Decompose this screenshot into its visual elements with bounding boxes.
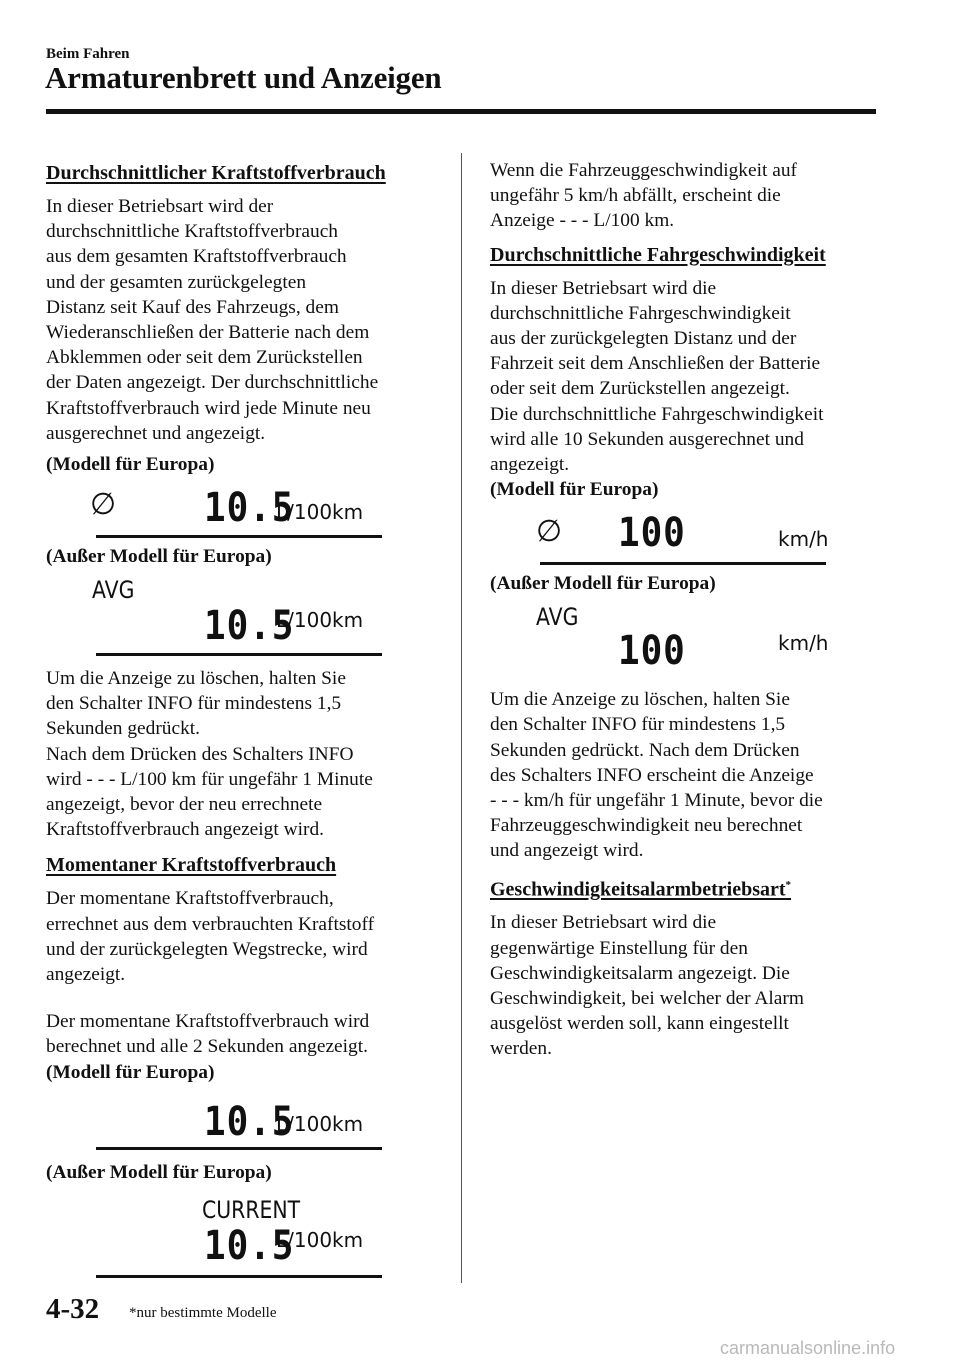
display-unit: L/100km [276,1227,364,1252]
footnote: *nur bestimmte Modelle [129,1305,277,1321]
right-column [490,158,885,1068]
avg-fuel-heading: Durchschnittlicher Kraftstoffverbrauch [46,162,386,184]
display-value: 10.5 [204,603,295,650]
display-unit: L/100km [276,1111,364,1136]
chapter-title: Armaturenbrett und Anzeigen [45,60,442,95]
current-fuel-body-1: Der momentane Kraftstoffverbrauch, errechnet aus dem verbrauchten Kraftstoff und der zurückgelegten Wegstrecke, wird angezeigt. [46,888,375,986]
display-unit: L/100km [276,608,364,633]
display-unit: km/h [778,527,829,552]
avg-fuel-other-label: (Außer Modell für Europa) [46,546,272,568]
display-value: 10.5 [204,1222,295,1269]
left-column [46,158,436,1284]
current-fuel-other-label: (Außer Modell für Europa) [46,1161,272,1183]
avg-tag: AVG [92,576,135,605]
column-divider [461,153,462,1283]
avg-speed-heading: Durchschnittliche Fahrgeschwindigkeit [490,243,826,266]
display-rule [96,1275,382,1278]
watermark: carmanualsonline.info [720,1338,896,1358]
current-fuel-other-display [46,1194,436,1278]
display-unit: km/h [778,631,829,656]
current-fuel-europe-display [46,1094,436,1150]
avg-speed-europe-display [490,511,885,565]
display-rule [540,562,826,565]
display-value: 10.5 [204,485,295,532]
section-label: Beim Fahren [46,46,130,62]
footnote-mark: * [785,878,792,891]
avg-speed-body: In dieser Betriebsart wird die durchschnittliche Fahrgeschwindigkeit aus der zurückgelegten Distanz und der Fahrzeit seit dem Anschließen der Batterie oder seit dem Zurückstellen angezeigt. Die durchschnittliche Fahrgeschwindigkeit wird alle 10 Sekunden ausgerechnet und angezeigt. [490,277,824,476]
current-fuel-europe-label: (Modell für Europa) [46,1061,215,1083]
avg-fuel-other-display [46,578,436,656]
avg-speed-other-label: (Außer Modell für Europa) [490,573,716,595]
header-rule [46,109,876,114]
avg-tag: AVG [536,603,579,632]
display-value: 100 [618,628,686,675]
avg-fuel-reset-text: Um die Anzeige zu löschen, halten Sie den Schalter INFO für mindestens 1,5 Sekunden gedrückt. Nach dem Drücken des Schalters INFO wird - - - L/100 km für ungefähr 1 Minute angezeigt, bevor der neu errechnete Kraftstoffverbrauch angezeigt wird. [46,668,373,841]
current-fuel-heading: Momentaner Kraftstoffverbrauch [46,854,337,877]
speed-alarm-body: In dieser Betriebsart wird die gegenwärtige Einstellung für den Geschwindigkeitsalarm angezeigt. Die Geschwindigkeit, bei welcher der Alarm ausgelöst werden soll, kann eingestellt werden. [490,912,804,1060]
display-unit: L/100km [276,500,364,525]
right-intro: Wenn die Fahrzeuggeschwindigkeit auf ungefähr 5 km/h abfällt, erscheint die Anzeige - - - L/100 km. [490,160,797,232]
average-symbol-icon: ∅ [536,514,563,550]
display-value: 10.5 [204,1098,295,1145]
speed-alarm-heading-text: Geschwindigkeitsalarmbetriebsart [490,878,786,901]
page-number: 4-32 [46,1293,100,1325]
avg-speed-reset-text: Um die Anzeige zu löschen, halten Sie den Schalter INFO für mindestens 1,5 Sekunden gedrückt. Nach dem Drücken des Schalters INFO erscheint die Anzeige - - - km/h für ungefähr 1 Minute, bevor die Fahrzeuggeschwindigkeit neu berechnet und angezeigt wird. [490,689,823,862]
display-rule [96,653,382,656]
avg-fuel-europe-display [46,486,436,538]
avg-fuel-europe-label: (Modell für Europa) [46,454,215,476]
avg-fuel-body: In dieser Betriebsart wird der durchschnittliche Kraftstoffverbrauch aus dem gesamten Kraftstoffverbrauch und der gesamten zurückgelegten Distanz seit Kauf des Fahrzeugs, dem Wiederanschließen der Batterie nach dem Abklemmen oder seit dem Zurückstellen der Daten angezeigt. Der durchschnittliche Kraftstoffverbrauch wird jede Minute neu ausgerechnet und angezeigt. [46,196,379,444]
display-value: 100 [618,510,686,557]
average-symbol-icon: ∅ [90,487,117,523]
avg-speed-europe-label: (Modell für Europa) [490,479,659,501]
avg-speed-other-display [490,605,885,677]
display-rule [96,1147,382,1150]
speed-alarm-heading [490,870,885,905]
current-fuel-body-2: Der momentane Kraftstoffverbrauch wird berechnet und alle 2 Sekunden angezeigt. [46,1011,370,1058]
display-rule [96,535,382,538]
current-tag: CURRENT [202,1195,301,1224]
